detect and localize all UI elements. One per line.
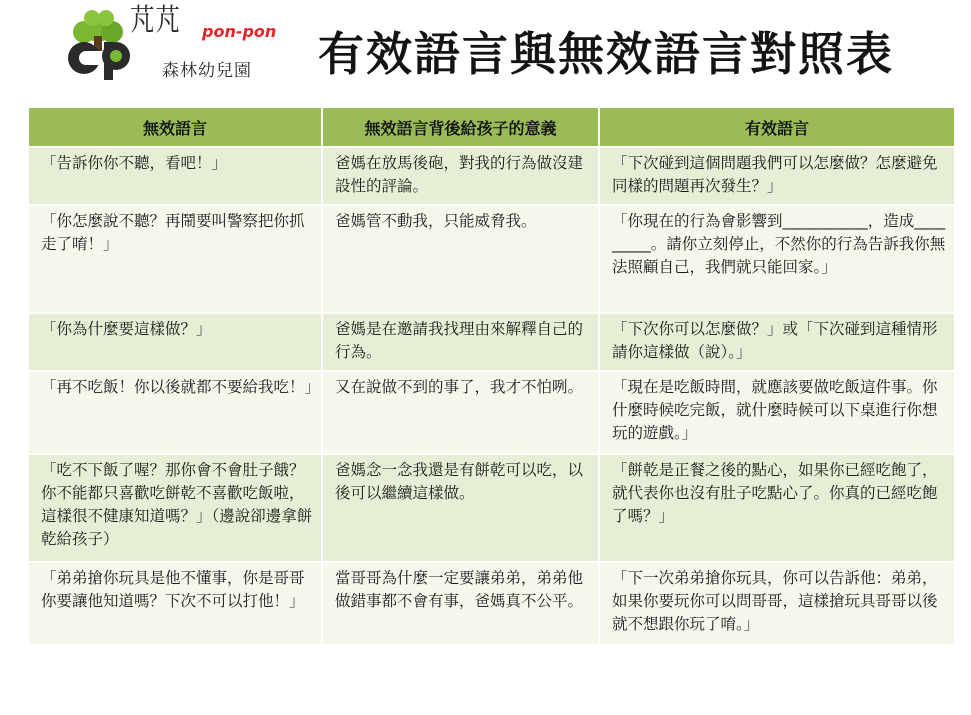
ineffective-cell: 「告訴你你不聽，看吧！」 xyxy=(29,148,323,204)
table-row xyxy=(29,455,954,561)
ineffective-cell: 「你怎麼說不聽？再鬧要叫警察把你抓走了唷！」 xyxy=(29,206,323,312)
table-row xyxy=(29,148,954,204)
effective-cell: 「你現在的行為會影響到___________，造成_________。請你立刻停止，不然你的行為告訴我你無法照顧自己，我們就只能回家。」 xyxy=(600,206,954,312)
meaning-cell: 爸媽念一念我還是有餅乾可以吃，以後可以繼續這樣做。 xyxy=(323,455,600,561)
ineffective-cell: 「弟弟搶你玩具是他不懂事，你是哥哥你要讓他知道嗎？下次不可以打他！」 xyxy=(29,563,323,644)
meaning-cell: 當哥哥為什麼一定要讓弟弟，弟弟他做錯事都不會有事，爸媽真不公平。 xyxy=(323,563,600,644)
comparison-table xyxy=(29,106,954,646)
logo-brand: pon-pon xyxy=(202,22,277,41)
table-row xyxy=(29,372,954,453)
logo-subtitle: 森林幼兒園 xyxy=(162,61,252,81)
table-row xyxy=(29,563,954,644)
table-row xyxy=(29,206,954,312)
effective-cell: 「下次碰到這個問題我們可以怎麼做？怎麼避免同樣的問題再次發生？」 xyxy=(600,148,954,204)
meaning-cell: 爸媽在放馬後砲，對我的行為做沒建設性的評論。 xyxy=(323,148,600,204)
column-header-meaning: 無效語言背後給孩子的意義 xyxy=(323,108,600,146)
effective-cell: 「現在是吃飯時間，就應該要做吃飯這件事。你什麼時候吃完飯，就什麼時候可以下桌進行你想玩的遊戲。」 xyxy=(600,372,954,453)
page-title: 有效語言與無效語言對照表 xyxy=(318,27,894,81)
ineffective-cell: 「吃不下飯了喔？那你會不會肚子餓？你不能都只喜歡吃餅乾不喜歡吃飯啦，這樣很不健康知道嗎？」（邊說卻邊拿餅乾給孩子） xyxy=(29,455,323,561)
ineffective-cell: 「你為什麼要這樣做？」 xyxy=(29,314,323,370)
meaning-cell: 爸媽管不動我，只能威脅我。 xyxy=(323,206,600,312)
meaning-cell: 又在說做不到的事了，我才不怕咧。 xyxy=(323,372,600,453)
effective-cell: 「下次你可以怎麼做？」或「下次碰到這種情形請你這樣做（說）。」 xyxy=(600,314,954,370)
effective-cell: 「下一次弟弟搶你玩具，你可以告訴他：弟弟，如果你要玩你可以問哥哥，這樣搶玩具哥哥以後就不想跟你玩了唷。」 xyxy=(600,563,954,644)
table-row xyxy=(29,314,954,370)
meaning-cell: 爸媽是在邀請我找理由來解釋自己的行為。 xyxy=(323,314,600,370)
tree-logo-icon xyxy=(62,10,136,82)
effective-cell: 「餅乾是正餐之後的點心，如果你已經吃飽了，就代表你也沒有肚子吃點心了。你真的已經吃飽了嗎？」 xyxy=(600,455,954,561)
ineffective-cell: 「再不吃飯！你以後就都不要給我吃！」 xyxy=(29,372,323,453)
column-header-effective: 有效語言 xyxy=(600,108,954,146)
table-header-row xyxy=(29,108,954,146)
column-header-ineffective: 無效語言 xyxy=(29,108,323,146)
page-header xyxy=(0,0,971,100)
logo-name: 芃芃 xyxy=(130,3,181,38)
school-logo xyxy=(62,3,302,86)
